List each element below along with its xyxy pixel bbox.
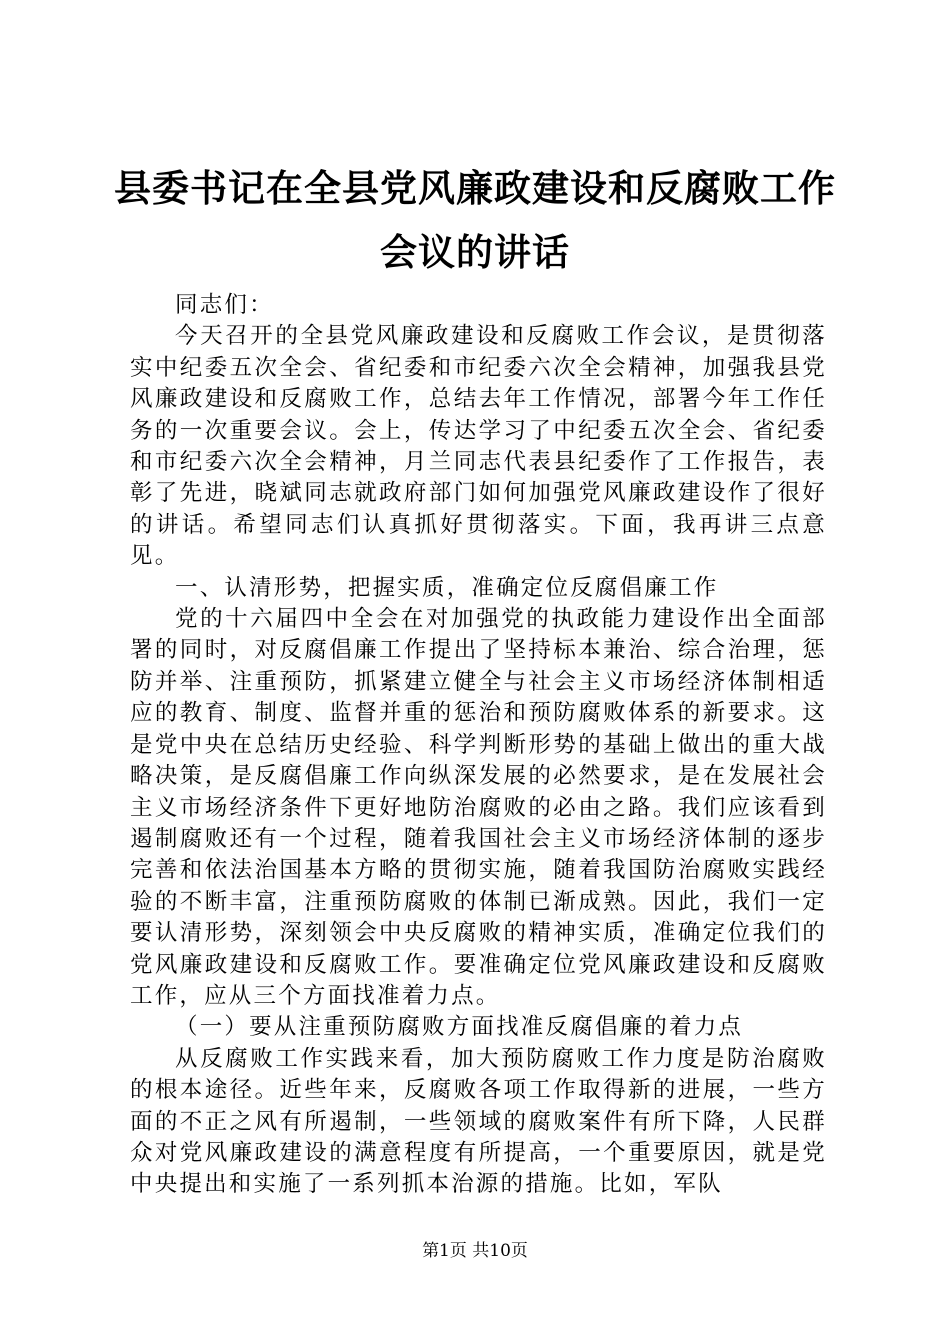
document-body [130, 290, 827, 1201]
body-paragraph: 今天召开的全县党风廉政建设和反腐败工作会议，是贯彻落实中纪委五次全会、省纪委和市纪委六次全会精神，加强我县党风廉政建设和反腐败工作，总结去年工作情况，部署今年工作任务的一次重要会议。会上，传达学习了中纪委五次全会、省纪委和市纪委六次全会精神，月兰同志代表县纪委作了工作报告，表彰了先进，晓斌同志就政府部门如何加强党风廉政建设作了很好的讲话。希望同志们认真抓好贯彻落实。下面，我再讲三点意见。 [130, 323, 827, 570]
section-heading: 一、认清形势，把握实质，准确定位反腐倡廉工作 [175, 574, 719, 601]
salutation: 同志们： [175, 292, 274, 318]
body-paragraph: 党的十六届四中全会在对加强党的执政能力建设作出全面部署的同时，对反腐倡廉工作提出了坚持标本兼治、综合治理，惩防并举、注重预防，抓紧建立健全与社会主义市场经济体制相适应的教育、制度、监督并重的惩治和预防腐败体系的新要求。这是党中央在总结历史经验、科学判断形势的基础上做出的重大战略决策，是反腐倡廉工作向纵深发展的必然要求，是在发展社会主义市场经济条件下更好地防治腐败的必由之路。我们应该看到遏制腐败还有一个过程，随着我国社会主义市场经济体制的逐步完善和依法治国基本方略的贯彻实施，随着我国防治腐败实践经验的不断丰富，注重预防腐败的体制已渐成熟。因此，我们一定要认清形势，深刻领会中央反腐败的精神实质，准确定位我们的党风廉政建设和反腐败工作。要准确定位党风廉政建设和反腐败工作，应从三个方面找准着力点。 [130, 606, 827, 1009]
subsection-heading: （一）要从注重预防腐败方面找准反腐倡廉的着力点 [175, 1014, 744, 1041]
body-paragraph: 从反腐败工作实践来看，加大预防腐败工作力度是防治腐败的根本途径。近些年来，反腐败各项工作取得新的进展，一些方面的不正之风有所遏制，一些领域的腐败案件有所下降，人民群众对党风廉政建设的满意程度有所提高，一个重要原因，就是党中央提出和实施了一系列抓本治源的措施。比如，军队 [130, 1045, 827, 1198]
page-footer: 第1页 共10页 [422, 1241, 528, 1261]
document-title: 县委书记在全县党风廉政建设和反腐败工作会议的讲话 [114, 166, 836, 274]
